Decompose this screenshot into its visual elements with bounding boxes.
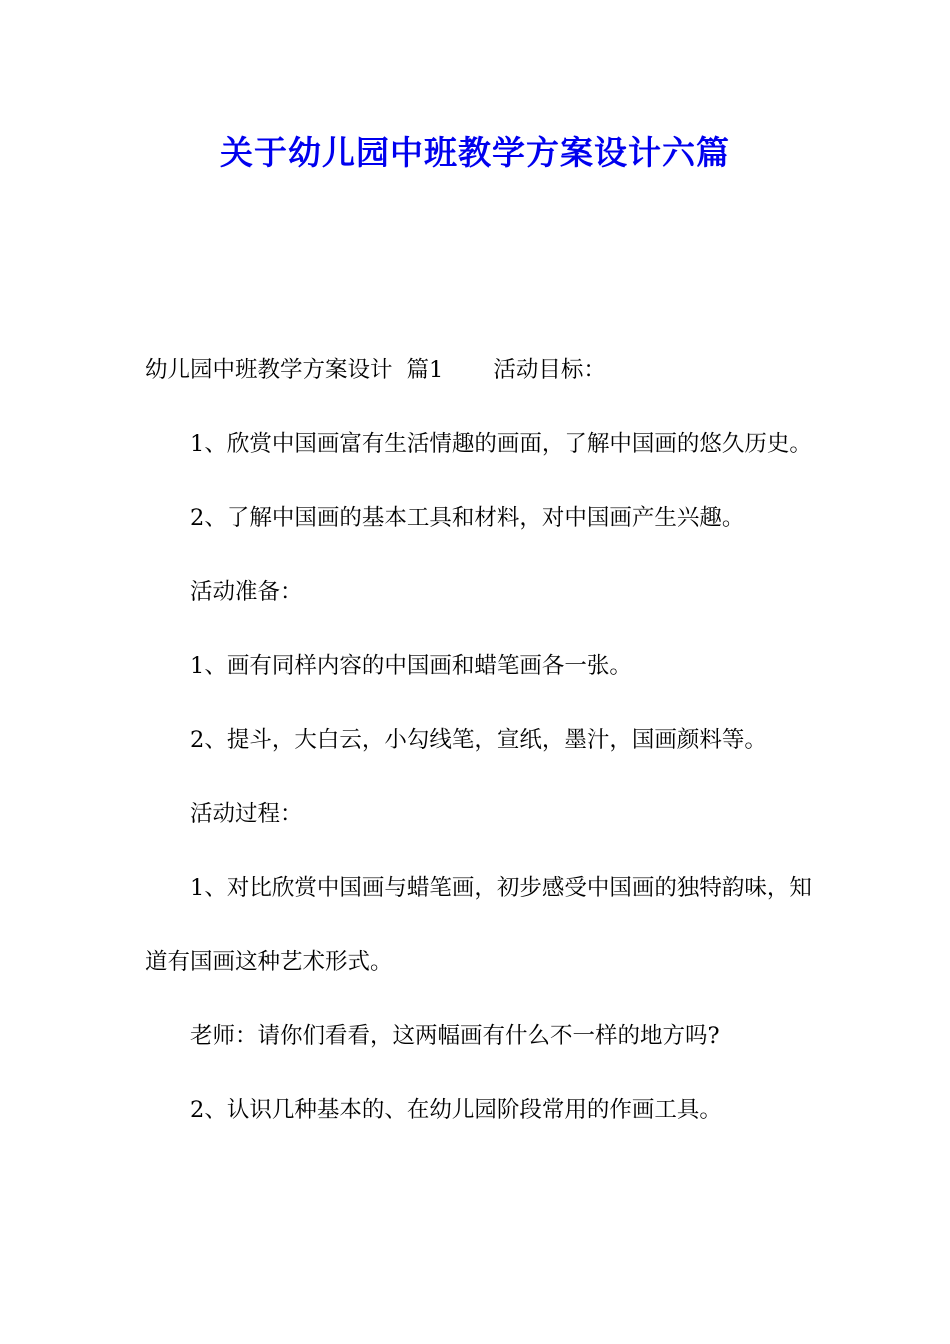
paragraph-goal-2: 2、了解中国画的基本工具和材料，对中国画产生兴趣。 — [190, 505, 745, 531]
section-heading — [145, 333, 815, 407]
section-part: 篇1 — [406, 357, 444, 383]
paragraph-teacher-question: 老师：请你们看看，这两幅画有什么不一样的地方吗? — [190, 1023, 720, 1049]
section-name: 幼儿园中班教学方案设计 — [145, 357, 393, 383]
paragraph-prep-1: 1、画有同样内容的中国画和蜡笔画各一张。 — [190, 653, 632, 679]
paragraph-prep-2: 2、提斗，大白云，小勾线笔，宣纸，墨汁，国画颜料等。 — [190, 727, 767, 753]
paragraph-process-2: 2、认识几种基本的、在幼儿园阶段常用的作画工具。 — [190, 1097, 722, 1123]
paragraph-process-heading: 活动过程： — [190, 801, 303, 827]
document-title: 关于幼儿园中班教学方案设计六篇 — [220, 133, 730, 172]
document-body — [145, 333, 815, 1147]
paragraph-goal-1: 1、欣赏中国画富有生活情趣的画面，了解中国画的悠久历史。 — [190, 431, 812, 457]
paragraph-process-1: 1、对比欣赏中国画与蜡笔画，初步感受中国画的独特韵味，知道有国画这种艺术形式。 — [145, 875, 812, 975]
paragraph-prep-heading: 活动准备： — [190, 579, 303, 605]
section-label: 活动目标： — [493, 357, 606, 383]
